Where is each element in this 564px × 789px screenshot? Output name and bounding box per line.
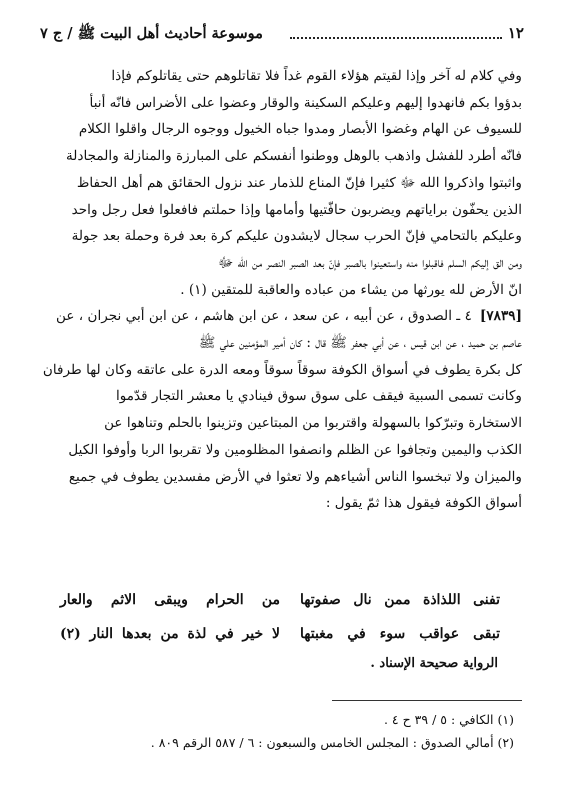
text-line — [42, 303, 522, 330]
text-line: كل بكرة يطوف في أسواق الكوفة سوقاً سوقاً ومعه الدرة على عاتقه وكان لها طرفان — [42, 361, 522, 378]
text-line: فانّه أطرد للفشل واذهب بالوهل ووطنوا أنفسكم على المبارزة والمنازلة والمجادلة — [66, 148, 522, 165]
text-line-content: ٤ ـ الصدوق ، عن أبيه ، عن سعد ، عن ابن هاشم ، عن ابن أبي نجران ، عن — [56, 308, 472, 325]
paragraph-2 — [42, 303, 522, 517]
text-line: الكذب واليمين وتجافوا عن الظلم وانصفوا المظلومين ولا تقربوا الربا وأوفوا الكيل — [68, 441, 522, 458]
text-line: أسواق الكوفة فيقول هذا ثمّ يقول : — [325, 495, 522, 512]
hadith-number: [٧٨٣٩] — [479, 308, 522, 325]
text-line: للسيوف عن الهام وغضوا الأبصار ومدوا جباه الخيول ووجوه الرجال واقلوا الكلام — [78, 121, 522, 138]
text-line: وفي كلام له آخر وإذا لقيتم هؤلاء القوم غداً فلا تقاتلوهم حتى يقاتلوكم فإذا — [111, 68, 522, 84]
hemistich-right: تبقى عواقب سوء في مغبتها — [300, 626, 500, 642]
footnote: (١) الكافي : ٥ / ٣٩ ح ٤ . — [383, 712, 514, 727]
sanad-note: الرواية صحيحة الإسناد . — [370, 656, 498, 671]
hemistich-left: من الحرام ويبقى الاثم والعار — [60, 592, 280, 608]
running-header — [40, 24, 524, 48]
page-number: ١٢ — [507, 24, 524, 42]
hemistich-left: لا خير في لذة من بعدها النار (٢) — [60, 626, 280, 642]
footnotes — [42, 708, 514, 754]
text-line: والميزان ولا تبخسوا الناس أشياءهم ولا تعثوا في الأرض مفسدين يطوف في جميع — [68, 468, 522, 485]
header-leader-dots — [290, 37, 502, 39]
text-line: وعليكم بالتحامي فإنّ الحرب سجال لايشدون عليكم كرة بعد فرة وحملة بعد جولة — [71, 228, 522, 245]
poem-verse — [42, 626, 522, 652]
text-line: بدؤوا بكم فانهدوا إليهم وعليكم السكينة والوقار وعضوا على الأضراس فانّه أنبأ — [89, 94, 522, 111]
hemistich-right: تفنى اللذاذة ممن نال صفوتها — [300, 592, 500, 608]
footnote: (٢) أمالي الصدوق : المجلس الخامس والسبعون : ٦ / ٥٨٧ الرقم ٨٠٩ . — [150, 735, 514, 750]
footnote-separator — [332, 700, 522, 701]
main-text — [42, 63, 522, 517]
text-line: انّ الأرض لله يورثها من يشاء من عباده والعاقبة للمتقين (١) . — [180, 281, 522, 298]
text-line: عاصم بن حميد ، عن ابن قيس ، عن أبي جعفر ﷺ قال : كان أمير المؤمنين علي ﷺ — [198, 335, 522, 352]
paragraph-1 — [42, 63, 522, 303]
text-line: ومن الق إليكم السلم فاقبلوا منه واستعينوا بالصبر فإنّ بعد الصبر النصر من الله ﷻ — [217, 254, 522, 271]
text-line: واثبتوا واذكروا الله ﷻ كثيرا فإنّ المناع للذمار عند نزول الحقائق هم أهل الحفاظ — [76, 174, 522, 191]
text-line: الاستخارة وتبرّكوا بالسهولة واقتربوا من المبتاعين وتزينوا بالحلم وتناهوا عن — [104, 415, 522, 432]
running-title: موسوعة أحاديث أهل البيت ﷺ / ج ٧ — [40, 25, 263, 42]
poem-verse — [42, 592, 522, 618]
text-line: الذين يحفّون براياتهم ويضربون حافّتيها وأمامها وإذا حملتم فافعلوا فعل رجل واحد — [71, 201, 522, 218]
text-line: وكانت تسمى السبية فيقف على سوق سوق فينادي يا معشر التجار قدّموا — [115, 388, 522, 405]
